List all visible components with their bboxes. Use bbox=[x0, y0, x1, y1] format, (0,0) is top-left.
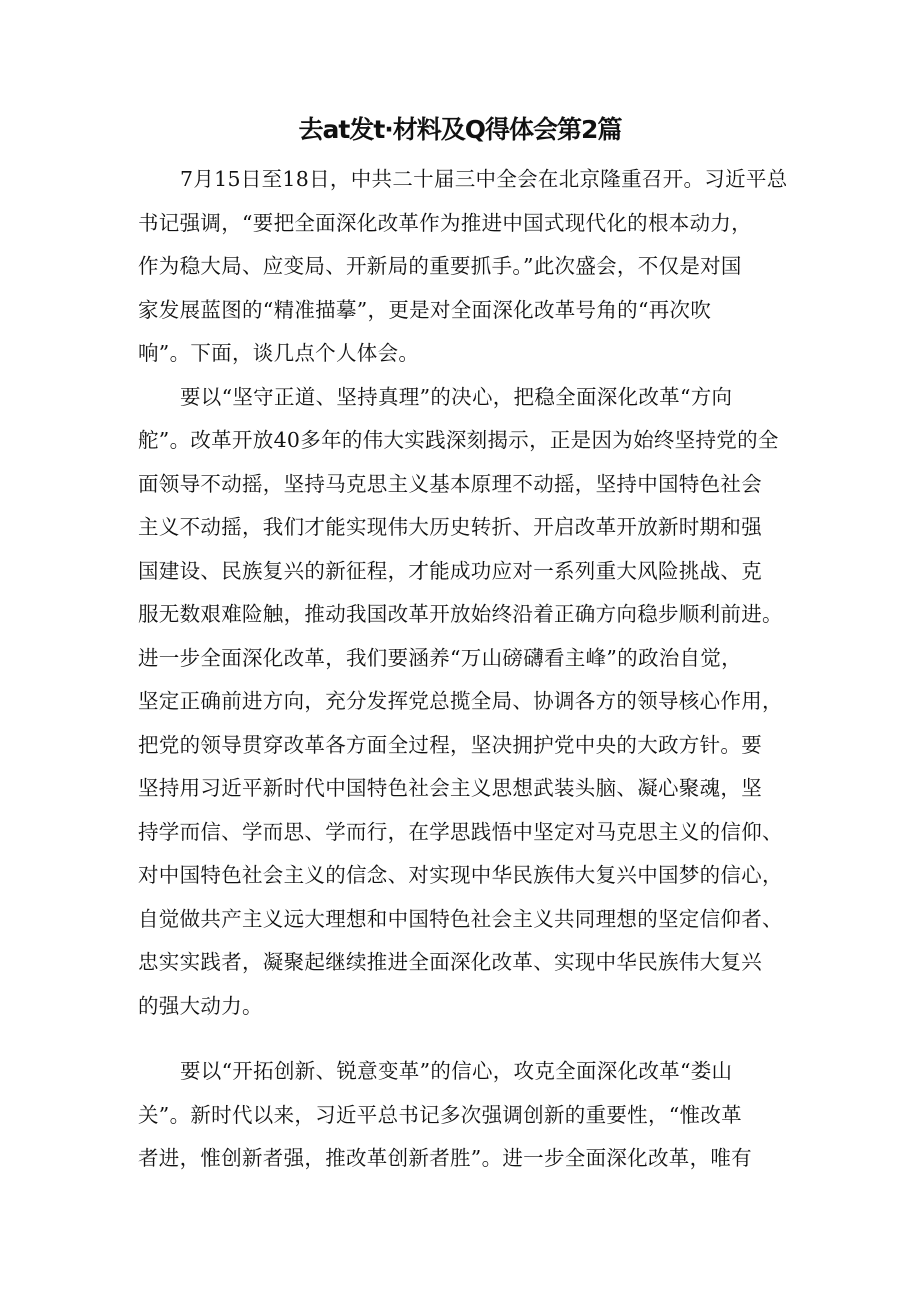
paragraph-3-line-2: 关”。新时代以来，习近平总书记多次强调创新的重要性，“惟改革 bbox=[138, 1103, 742, 1127]
paragraph-2-line-10: 坚持用习近平新时代中国特色社会主义思想武装头脑、凝心聚魂，坚 bbox=[138, 776, 762, 800]
paragraph-2-line-7: 进一步全面深化改革，我们要涵养“万山磅礴看主峰”的政治自觉， bbox=[138, 646, 742, 670]
paragraph-1-line-2: 书记强调，“要把全面深化改革作为推进中国式现代化的根本动力， bbox=[138, 211, 752, 235]
paragraph-3-line-3: 者进，惟创新者强，推改革创新者胜”。进一步全面深化改革，唯有 bbox=[138, 1146, 752, 1170]
paragraph-2-line-9: 把党的领导贯穿改革各方面全过程，坚决拥护党中央的大政方针。要 bbox=[138, 733, 762, 757]
paragraph-2-line-11: 持学而信、学而思、学而行，在学思践悟中坚定对马克思主义的信仰、 bbox=[138, 820, 783, 844]
paragraph-2-line-4: 主义不动摇，我们才能实现伟大历史转折、开启改革开放新时期和强 bbox=[138, 515, 762, 539]
document-title: 去at发t·材料及Q得体会第2篇 bbox=[298, 115, 622, 144]
paragraph-2-line-5: 国建设、民族复兴的新征程，才能成功应对一系列重大风险挑战、克 bbox=[138, 559, 762, 583]
paragraph-2-line-13: 自觉做共产主义远大理想和中国特色社会主义共同理想的坚定信仰者、 bbox=[138, 907, 783, 931]
paragraph-2-line-12: 对中国特色社会主义的信念、对实现中华民族伟大复兴中国梦的信心， bbox=[138, 863, 783, 887]
paragraph-2-line-14: 忠实实践者，凝聚起继续推进全面深化改革、实现中华民族伟大复兴 bbox=[138, 950, 762, 974]
paragraph-1-line-5: 响”。下面，谈几点个人体会。 bbox=[138, 341, 420, 365]
paragraph-2-line-15: 的强大动力。 bbox=[138, 994, 263, 1018]
paragraph-1-line-1: 7月15日至18日，中共二十届三中全会在北京隆重召开。习近平总 bbox=[180, 167, 788, 191]
paragraph-2-line-3: 面领导不动摇，坚持马克思主义基本原理不动摇，坚持中国特色社会 bbox=[138, 472, 762, 496]
paragraph-1-line-4: 家发展蓝图的“精准描摹”，更是对全面深化改革号角的“再次吹 bbox=[138, 298, 712, 322]
paragraph-2-line-2: 舵”。改革开放40多年的伟大实践深刻揭示，正是因为始终坚持党的全 bbox=[138, 428, 779, 452]
paragraph-2-line-1: 要以“坚守正道、坚持真理”的决心，把稳全面深化改革“方向 bbox=[180, 385, 733, 409]
paragraph-1-line-3: 作为稳大局、应变局、开新局的重要抓手。”此次盛会，不仅是对国 bbox=[138, 254, 742, 278]
paragraph-2-line-8: 坚定正确前进方向，充分发挥党总揽全局、协调各方的领导核心作用， bbox=[138, 689, 783, 713]
paragraph-3-line-1: 要以“开拓创新、锐意变革”的信心，攻克全面深化改革“娄山 bbox=[180, 1059, 733, 1083]
paragraph-2-line-6: 服无数艰难险触，推动我国改革开放始终沿着正确方向稳步顺利前进。 bbox=[138, 602, 783, 626]
